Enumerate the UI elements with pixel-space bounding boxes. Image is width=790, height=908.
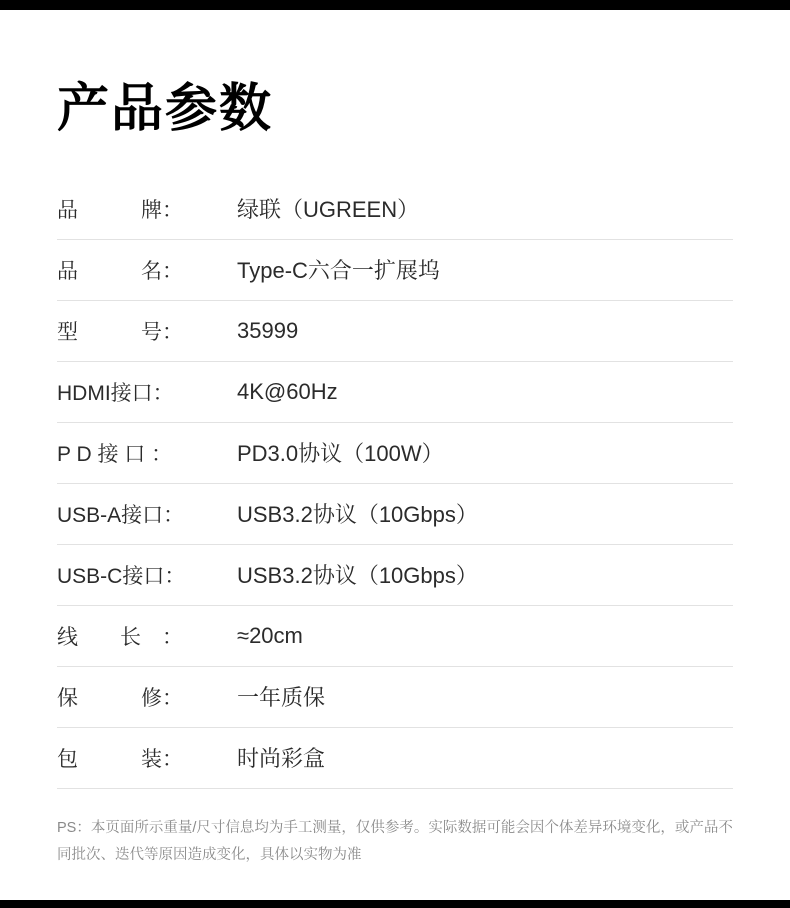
top-black-bar [0,0,790,10]
table-row [57,728,733,789]
table-row [57,667,733,728]
spec-table [57,179,733,789]
page-content [0,82,790,870]
table-row [57,423,733,484]
spec-value: USB3.2协议（10Gbps） [237,502,478,528]
table-row [57,362,733,423]
spec-label: 保 修： [57,686,183,710]
spec-value: 一年质保 [237,685,326,711]
spec-value: 时尚彩盒 [237,746,326,772]
spec-label: P D 接 口 ： [57,442,173,466]
spec-label: 线 长 ： [57,625,183,649]
footnote-prefix: PS： [57,819,91,836]
spec-label: USB-C接口： [57,564,186,588]
spec-value: 4K@60Hz [237,378,338,404]
table-row [57,179,733,240]
spec-value: Type-C六合一扩展坞 [237,258,440,284]
spec-label: USB-A接口： [57,503,185,527]
spec-value: ≈20cm [237,622,303,648]
table-row [57,301,733,362]
table-row [57,545,733,606]
spec-value: 35999 [237,317,299,343]
spec-value: USB3.2协议（10Gbps） [237,563,478,589]
table-row [57,240,733,301]
table-row [57,606,733,667]
table-row [57,484,733,545]
page-title: 产品参数 [57,80,274,138]
spec-label: 品 牌： [57,198,183,222]
footnote [57,815,737,870]
spec-label: 包 装： [57,747,183,771]
spec-label: 品 名： [57,259,183,283]
spec-label: 型 号： [57,320,183,344]
spec-label: HDMI接口： [57,381,174,405]
footnote-text: 本页面所示重量/尺寸信息均为手工测量，仅供参考。实际数据可能会因个体差异环境变化，或产品不同批次、迭代等原因造成变化，具体以实物为准 [57,819,733,864]
bottom-black-bar [0,900,790,908]
spec-value: 绿联（UGREEN） [237,197,420,223]
spec-value: PD3.0协议（100W） [237,441,444,467]
